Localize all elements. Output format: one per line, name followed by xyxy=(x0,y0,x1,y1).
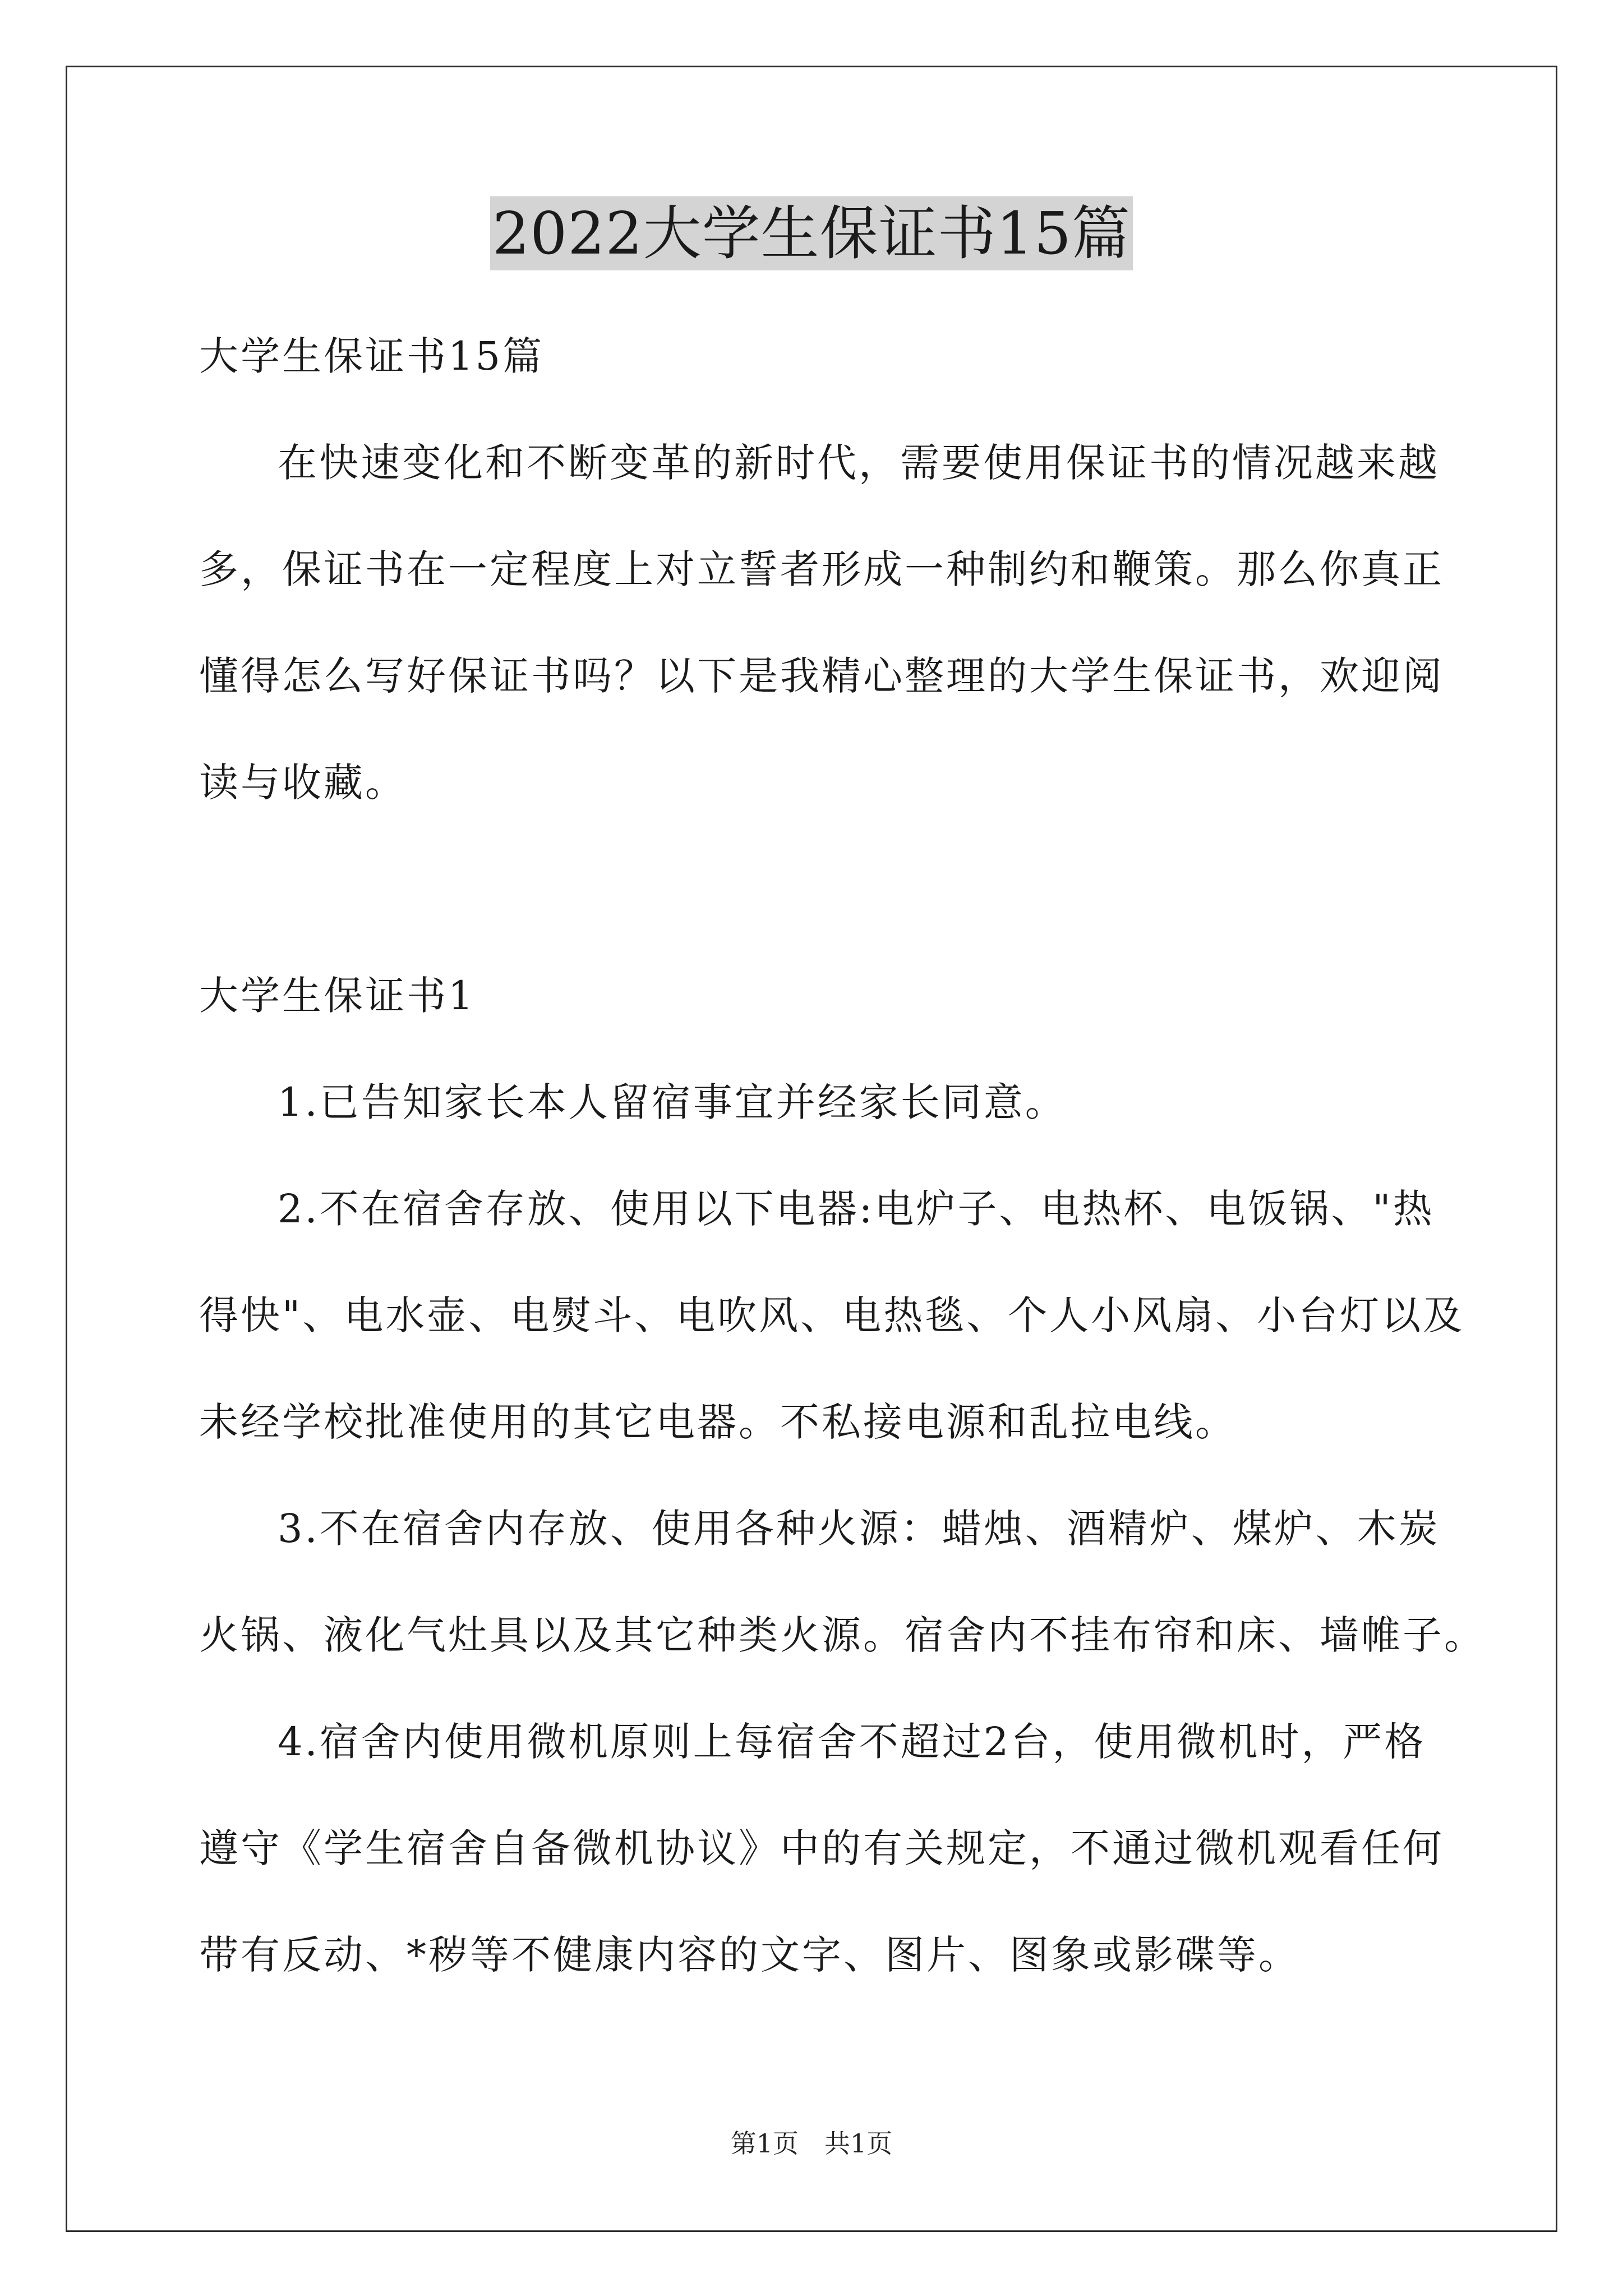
document-body xyxy=(199,303,1486,2008)
item-2-line: 未经学校批准使用的其它电器。不私接电源和乱拉电线。 xyxy=(199,1399,1237,1445)
intro-line: 读与收藏。 xyxy=(199,760,407,806)
page-footer: 第1页 共1页 xyxy=(730,2128,893,2159)
document-title: 2022大学生保证书15篇 xyxy=(490,196,1133,270)
item-4-line: 带有反动、*秽等不健康内容的文字、图片、图象或影碟等。 xyxy=(199,1932,1300,1978)
paragraph-spacer xyxy=(199,836,1427,942)
intro-line: 在快速变化和不断变革的新时代，需要使用保证书的情况越来越 xyxy=(278,440,1440,486)
title-container xyxy=(0,196,1623,270)
item-3-line: 3.不在宿舍内存放、使用各种火源：蜡烛、酒精炉、煤炉、木炭 xyxy=(278,1506,1440,1552)
item-2-line: 得快"、电水壶、电熨斗、电吹风、电热毯、个人小风扇、小台灯以及 xyxy=(199,1292,1465,1338)
item-1-line: 1.已告知家长本人留宿事宜并经家长同意。 xyxy=(278,1079,1067,1125)
section-heading: 大学生保证书1 xyxy=(199,973,476,1019)
document-subtitle: 大学生保证书15篇 xyxy=(199,333,545,379)
intro-line: 懂得怎么写好保证书吗？以下是我精心整理的大学生保证书，欢迎阅 xyxy=(199,653,1444,699)
item-4-line: 4.宿舍内使用微机原则上每宿舍不超过2台，使用微机时，严格 xyxy=(278,1719,1426,1765)
item-3-line: 火锅、液化气灶具以及其它种类火源。宿舍内不挂布帘和床、墙帷子。 xyxy=(199,1612,1486,1658)
intro-line: 多，保证书在一定程度上对立誓者形成一种制约和鞭策。那么你真正 xyxy=(199,546,1444,592)
item-2-line: 2.不在宿舍存放、使用以下电器:电炉子、电热杯、电饭锅、"热 xyxy=(278,1186,1435,1232)
item-4-line: 遵守《学生宿舍自备微机协议》中的有关规定，不通过微机观看任何 xyxy=(199,1825,1444,1871)
